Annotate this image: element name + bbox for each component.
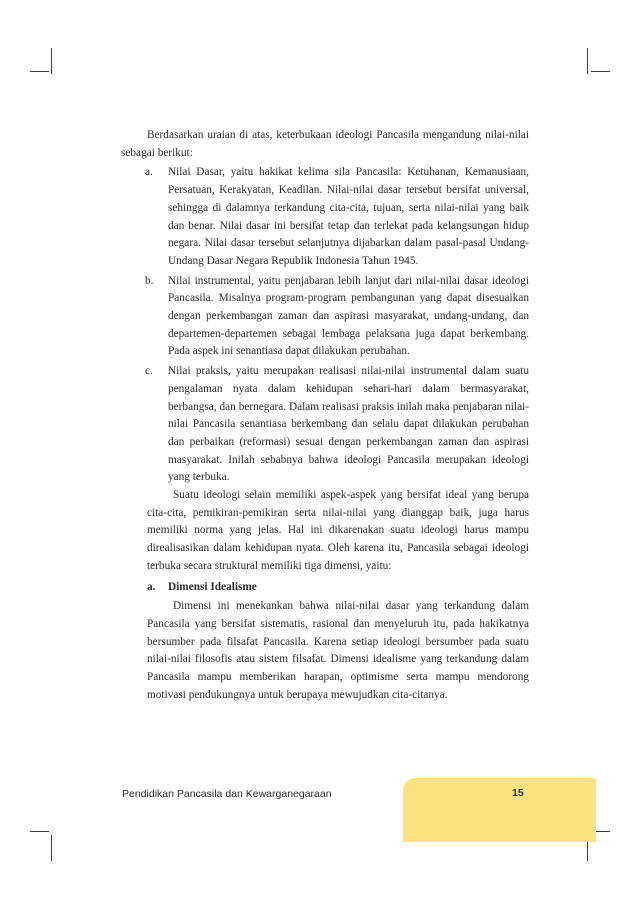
crop-mark bbox=[591, 71, 610, 72]
heading-title: Dimensi Idealisme bbox=[168, 580, 257, 593]
crop-mark bbox=[30, 71, 49, 72]
page-number: 15 bbox=[512, 787, 524, 799]
list-marker: b. bbox=[145, 274, 154, 287]
footer-book-title: Pendidikan Pancasila dan Kewarganegaraan bbox=[122, 788, 332, 800]
list-item bbox=[121, 164, 529, 270]
list-marker: a. bbox=[145, 166, 153, 179]
list-item-text: Nilai instrumental, yaitu penjabaran lebih lanjut dari nilai-nilai dasar ideologi Pancasila. Misalnya program-program pembangunan yang dapat disesuaikan dengan perkembangan zaman dan aspirasi masyarakat, undang-undang, dan departemen-departemen sebagai lembaga pelaksana juga dapat berkembang. Pada aspek ini senantiasa dapat dilakukan perubahan. bbox=[168, 274, 529, 358]
dimensions-paragraph: Suatu ideologi selain memiliki aspek-aspek yang bersifat ideal yang berupa cita-cita, pemikiran-pemikiran serta nilai-nilai yang dianggap baik, juga harus memiliki norma yang jelas. Hal ini dikarenakan suatu ideologi harus mampu direalisasikan dalam kehidupan nyata. Oleh karena itu, Pancasila sebagai ideologi terbuka secara struktural memiliki tiga dimensi, yaitu: bbox=[147, 489, 529, 572]
page-number-tab bbox=[403, 778, 596, 842]
section-heading bbox=[147, 579, 529, 597]
page-body bbox=[121, 127, 529, 705]
crop-mark bbox=[51, 835, 52, 861]
crop-mark bbox=[51, 48, 52, 74]
crop-mark bbox=[30, 831, 49, 832]
crop-mark bbox=[587, 48, 588, 74]
heading-marker: a. bbox=[147, 580, 156, 593]
list-marker: c. bbox=[145, 365, 153, 378]
intro-paragraph: Berdasarkan uraian di atas, keterbukaan ideologi Pancasila mengandung nilai-nilai sebagai berikut: bbox=[121, 129, 529, 159]
list-item-text: Nilai praksis, yaitu merupakan realisasi nilai-nilai instrumental dalam suatu pengalaman nyata dalam kehidupan sehari-hari dalam bermasyarakat, berbangsa, dan bernegara. Dalam realisasi praksis inilah maka penjabaran nilai-nilai Pancasila senantiasa berkembang dan selalu dapat dilakukan perubahan dan perbaikan (reformasi) sesuai dengan perkembangan zaman dan aspirasi masyarakat. Inilah sebabnya bahwa ideologi Pancasila merupakan ideologi yang terbuka. bbox=[168, 365, 529, 484]
list-item bbox=[121, 363, 529, 487]
dimensions-section bbox=[121, 487, 529, 704]
values-list bbox=[121, 164, 529, 487]
list-item-text: Nilai Dasar, yaitu hakikat kelima sila Pancasila: Ketuhanan, Kemanusiaan, Persatuan, Kerakyatan, Keadilan. Nilai-nilai dasar tersebut bersifat universal, sehingga di dalamnya terkandung cita-cita, tujuan, serta nilai-nilai yang baik dan benar. Nilai dasar ini bersifat tetap dan terlekat pada kelangsungan hidup negara. Nilai dasar tersebut selanjutnya dijabarkan dalam pasal-pasal Undang-Undang Dasar Negara Republik Indonesia Tahun 1945. bbox=[168, 166, 529, 267]
idealism-paragraph: Dimensi ini menekankan bahwa nilai-nilai dasar yang terkandung dalam Pancasila yang bersifat sistematis, rasional dan menyeluruh itu, pada hakikatnya bersumber pada filsafat Pancasila. Karena setiap ideologi bersumber pada suatu nilai-nilai filosofis atau sistem filsafat. Dimensi idealisme yang terkandung dalam Pancasila mampu memberikan harapan, optimisme serta mampu mendorong motivasi pendukungnya untuk berupaya mewujudkan cita-citanya. bbox=[147, 600, 529, 701]
list-item bbox=[121, 273, 529, 362]
